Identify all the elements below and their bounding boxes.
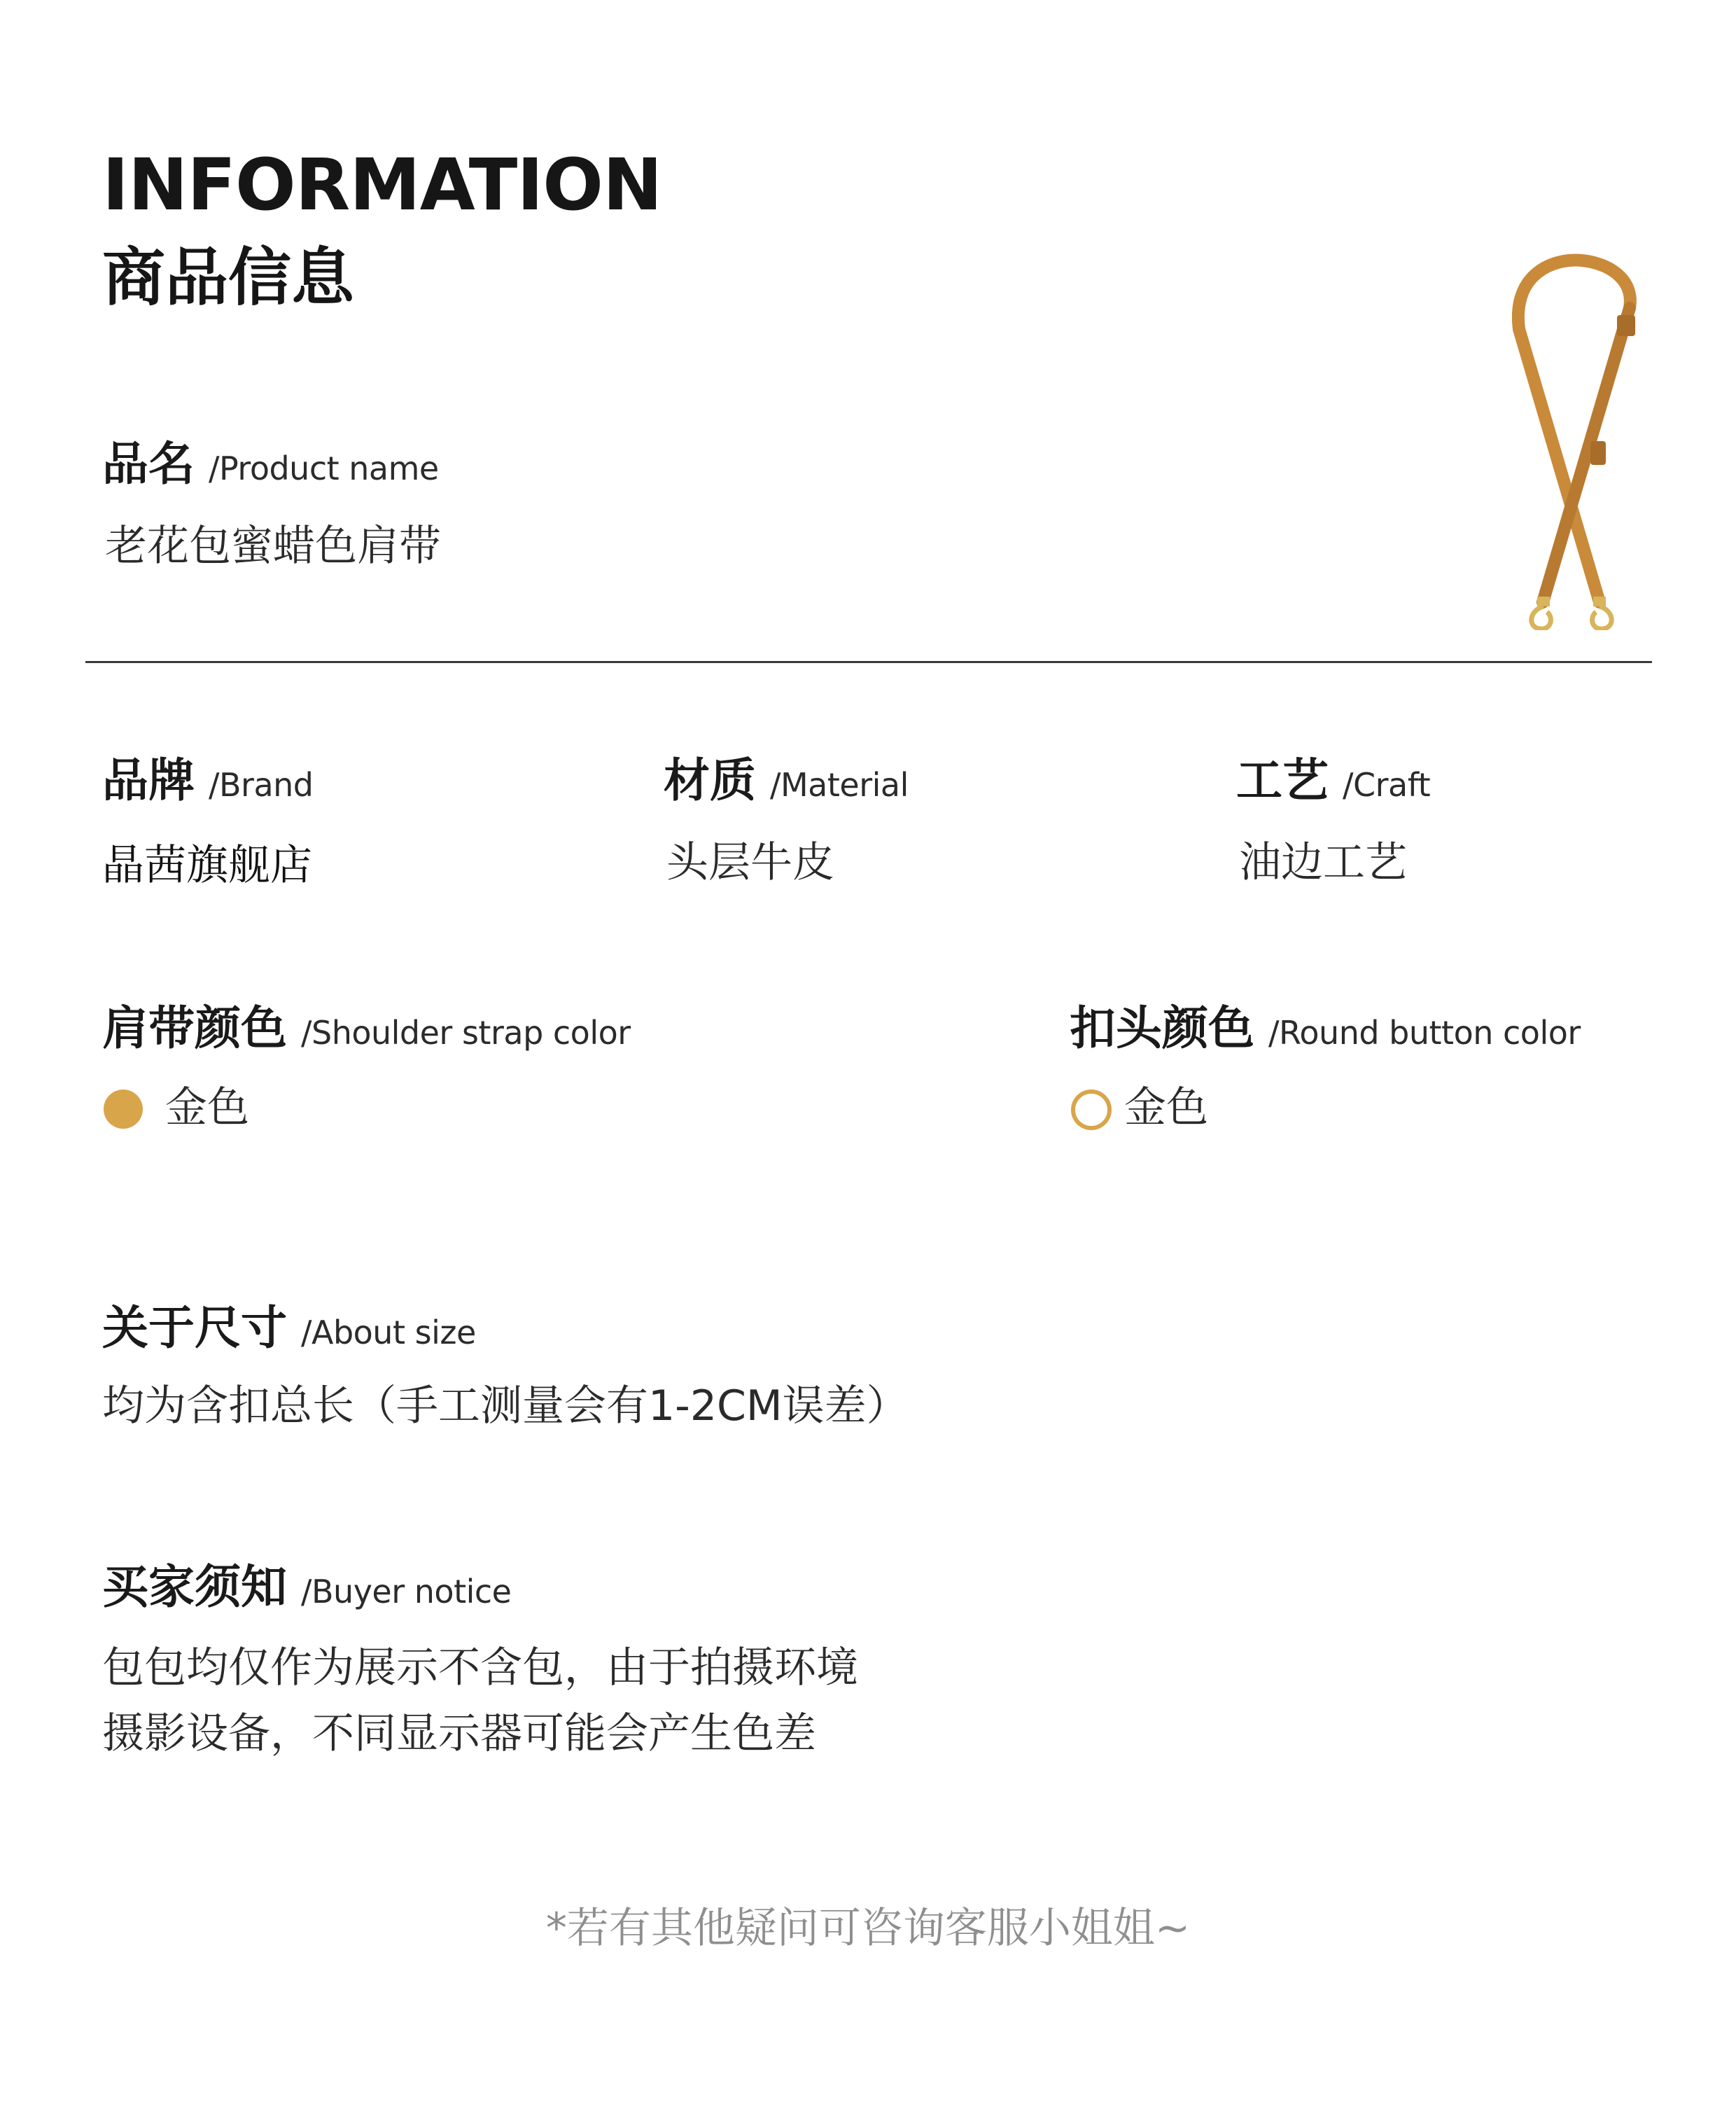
strap-color-value: 金色 [165,1083,249,1132]
hook-left-icon [1532,597,1551,629]
material-label-en: /Material [770,766,909,804]
strap-buckle [1617,315,1635,336]
button-color-label-en: /Round button color [1268,1014,1581,1052]
button-color-swatch-icon [1071,1090,1112,1130]
page-title-cn: 商品信息 [102,241,354,314]
strap-color-label-cn: 肩带颜色 [102,1001,287,1055]
material-value: 头层牛皮 [666,838,834,887]
product-name-label-cn: 品名 [102,437,195,491]
strap-keeper [1590,441,1606,465]
notice-line-2: 摄影设备，不同显示器可能会产生色差 [102,1709,816,1758]
product-name-label [102,437,439,491]
strap-color-label-en: /Shoulder strap color [301,1014,631,1052]
size-value: 均为含扣总长（手工测量会有1-2CM误差） [102,1381,909,1431]
notice-label [102,1560,512,1614]
strap-color-label [102,1001,631,1055]
material-label-cn: 材质 [664,753,756,807]
product-name-value: 老花包蜜蜡色肩带 [105,522,441,571]
craft-label-cn: 工艺 [1236,753,1329,807]
footer-note: *若有其他疑问可咨询客服小姐姐~ [545,1904,1191,1953]
size-label-en: /About size [301,1314,476,1351]
strap-loop [1518,260,1630,329]
button-color-label-cn: 扣头颜色 [1070,1001,1254,1055]
material-label [664,753,909,807]
page-title-en: INFORMATION [102,144,662,227]
notice-line-1: 包包均仅作为展示不含包，由于拍摄环境 [102,1643,858,1692]
size-label [102,1301,476,1355]
brand-label-cn: 品牌 [102,753,195,807]
product-name-label-en: /Product name [209,450,439,487]
button-color-value: 金色 [1124,1083,1208,1132]
craft-label [1236,753,1431,807]
brand-label-en: /Brand [209,766,314,804]
notice-label-cn: 买家须知 [102,1560,287,1614]
section-divider [85,661,1652,663]
size-label-cn: 关于尺寸 [102,1301,287,1355]
brand-label [102,753,314,807]
hook-right-icon [1592,597,1612,629]
strap-color-swatch-icon [104,1090,143,1129]
craft-value: 油边工艺 [1239,838,1407,887]
shoulder-strap-image [1512,252,1638,630]
notice-label-en: /Buyer notice [301,1573,512,1610]
button-color-label [1070,1001,1581,1055]
craft-label-en: /Craft [1343,766,1431,804]
brand-value: 晶茜旗舰店 [102,841,312,890]
